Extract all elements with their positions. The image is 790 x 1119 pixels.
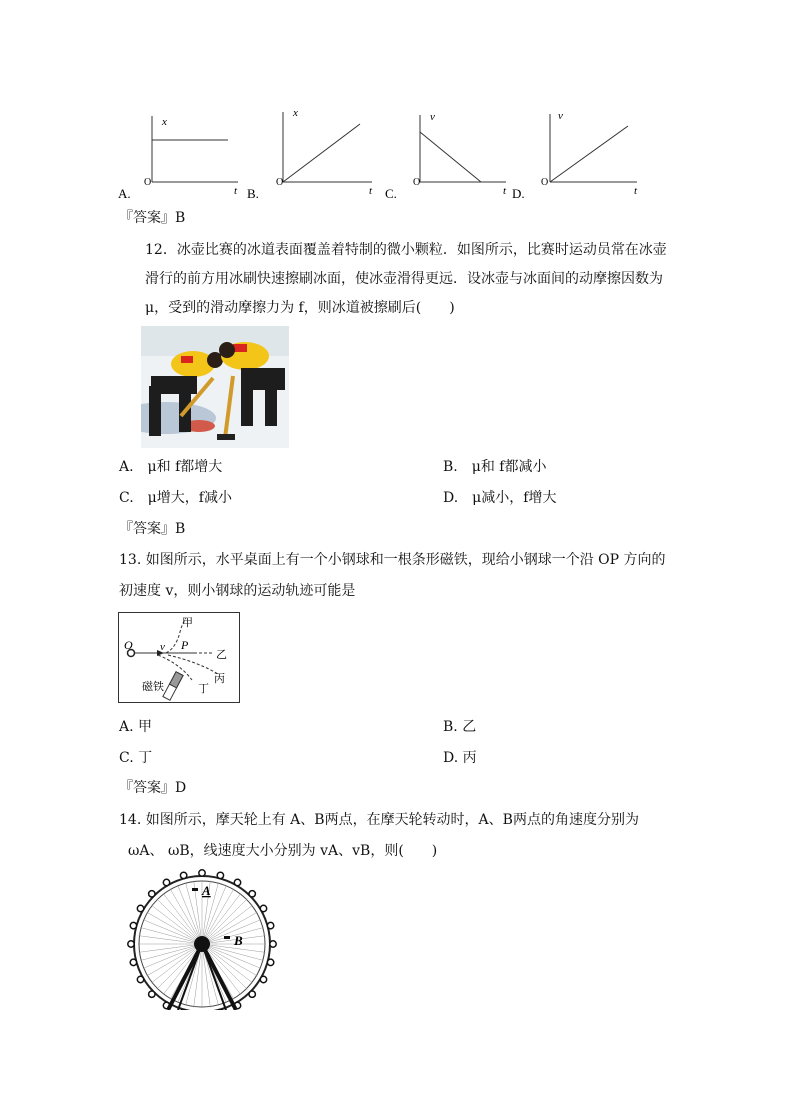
answer-13: 『答案』D [119, 780, 187, 796]
gondola [267, 922, 273, 928]
gondola [128, 941, 134, 947]
wheel-spoke [157, 899, 202, 944]
graph-a-option: A. [118, 186, 131, 200]
label-point-a: A [202, 883, 211, 898]
graph-a [118, 108, 258, 200]
graph-c-option: C. [385, 186, 397, 200]
graph-b [247, 100, 382, 200]
gondola [217, 1009, 223, 1010]
gondola [137, 976, 143, 982]
gondola [180, 1009, 186, 1010]
label-v: v [160, 641, 165, 653]
wheel-spoke [140, 927, 202, 944]
gondola [217, 872, 223, 878]
wheel-spoke [170, 889, 202, 944]
label-jia: 甲 [182, 617, 193, 629]
q12-line-3: μ，受到的滑动摩擦力为 f，则冰道被擦刷后( ) [145, 300, 455, 316]
wheel-spoke [202, 944, 247, 989]
graph-a-ylabel: x [162, 116, 167, 128]
label-ding: 丁 [198, 683, 209, 695]
wheel-spoke [185, 882, 202, 944]
graph-b-option: B. [247, 186, 259, 200]
gondola [180, 872, 186, 878]
graph-d-ylabel: v [558, 110, 563, 122]
wheel-spoke [202, 912, 257, 944]
graph-b-origin: O [276, 177, 284, 188]
q13-option-a[interactable]: A. 甲 [119, 719, 153, 735]
label-bing: 丙 [214, 673, 225, 685]
q14-line-2: ωA、 ωB，线速度大小分别为 vA、vB，则( ) [128, 843, 438, 859]
q12-option-c[interactable]: C. μ增大，f减小 [119, 490, 232, 506]
magnet-diagram [118, 612, 240, 703]
label-p: P [181, 638, 189, 652]
gondola [249, 891, 255, 897]
graph-d [512, 104, 647, 200]
graph-c-origin: O [413, 177, 421, 188]
q12-option-d[interactable]: D. μ减小，f增大 [443, 490, 557, 506]
wheel-spoke [202, 927, 264, 944]
graph-c [384, 105, 516, 200]
q13-line-1: 13. 如图所示，水平桌面上有一个小钢球和一根条形磁铁，现给小钢球一个沿 OP 方向的 [119, 552, 666, 568]
graph-d-xlabel: t [634, 185, 638, 197]
label-yi: 乙 [216, 649, 227, 661]
answer-11: 『答案』B [119, 210, 186, 226]
q13-line-2: 初速度 v，则小钢球的运动轨迹可能是 [119, 583, 356, 599]
gondola [163, 879, 169, 885]
graph-a-origin: O [144, 177, 152, 188]
q13-option-c[interactable]: C. 丁 [119, 750, 153, 766]
q13-option-b[interactable]: B. 乙 [443, 719, 477, 735]
wheel-spoke [157, 944, 202, 989]
gondola [149, 891, 155, 897]
q12-option-b[interactable]: B. μ和 f都减小 [443, 459, 547, 475]
label-point-b: B [234, 933, 243, 948]
gondola [270, 941, 276, 947]
gondola [137, 905, 143, 911]
q14-line-1: 14. 如图所示，摩天轮上有 A、B两点，在摩天轮转动时，A、B两点的角速度分别为 [119, 812, 639, 828]
q12-line-2: 滑行的前方用冰刷快速擦刷冰面，使冰壶滑得更远．设冰壶与冰面间的动摩擦因数为 [145, 271, 663, 287]
gondola [267, 959, 273, 965]
ferris-wheel-diagram [120, 868, 290, 1010]
q12-line-1: 12．冰壶比赛的冰道表面覆盖着特制的微小颗粒．如图所示，比赛时运动员常在冰壶 [145, 242, 667, 258]
gondola [260, 976, 266, 982]
graph-b-xlabel: t [369, 185, 373, 197]
q13-option-d[interactable]: D. 丙 [443, 750, 477, 766]
graph-c-xlabel: t [503, 185, 507, 197]
wheel-spoke [147, 912, 202, 944]
curling-photo [141, 326, 289, 448]
answer-12: 『答案』B [119, 521, 186, 537]
gondola [149, 991, 155, 997]
gondola [260, 905, 266, 911]
graph-d-origin: O [541, 177, 549, 188]
label-magnet: 磁铁 [142, 681, 164, 693]
gondola [130, 959, 136, 965]
graph-d-option: D. [512, 186, 525, 200]
graph-c-ylabel: v [430, 111, 435, 123]
gondola [199, 870, 205, 876]
label-o: O [124, 638, 133, 652]
q12-option-a[interactable]: A. μ和 f都增大 [119, 459, 223, 475]
gondola [130, 922, 136, 928]
graph-a-xlabel: t [234, 185, 238, 197]
gondola [234, 879, 240, 885]
gondola [249, 991, 255, 997]
graph-b-ylabel: x [293, 107, 298, 119]
